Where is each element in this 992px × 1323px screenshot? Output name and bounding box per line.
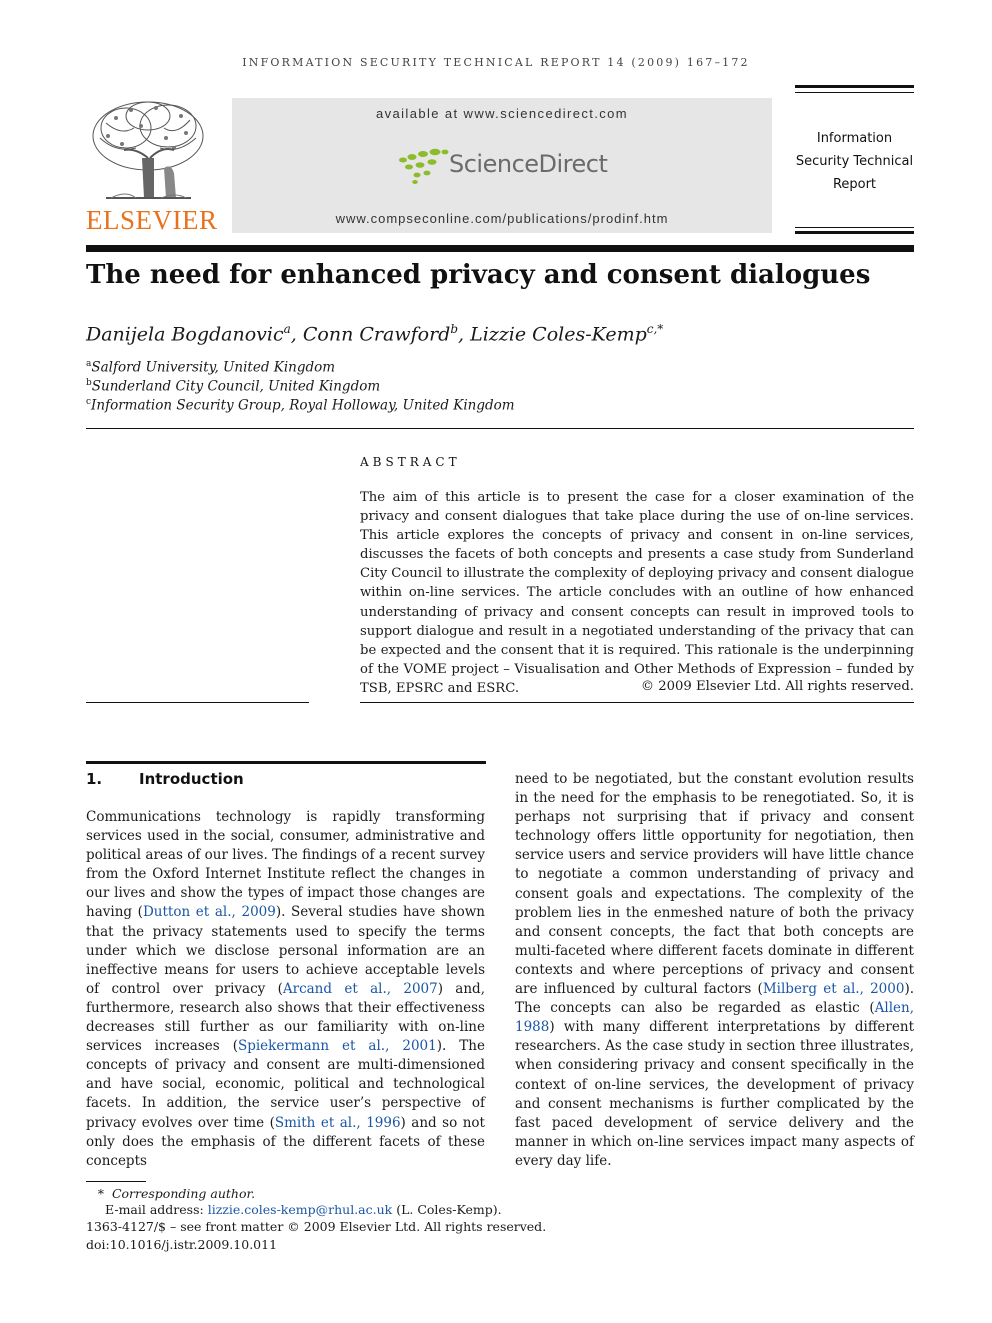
sciencedirect-dots-icon (397, 148, 449, 184)
body-text-run: need to be negotiated, but the constant evolution results in the need for the emphasis to be renegotiated. So, it is perhaps not surprising that if privacy and consent technology offers little opportunity for negotiation, then service users and service providers will have little chance to negotiate a common understanding of privacy and consent goals and expectations. The complexity of the problem lies in the enmeshed nature of both the privacy and consent concepts, the fact that both concepts are multi-faceted where different facets dominate in different contexts and where perceptions of privacy and consent are influenced by cultural factors ( (515, 771, 914, 998)
affiliation (86, 359, 335, 376)
affiliation-mark: c (86, 397, 92, 407)
divider (795, 227, 914, 228)
body-text-run: ) with many different interpretations by different researchers. As the case study in section three illustrates, when considering privacy and consent specifically in the context of on-line services, the development of privacy and consent mechanisms is further complicated by the fast paced development of service delivery and the manner in which on-line services impact many aspects of every day life. (515, 1019, 914, 1169)
copyright-notice: © 2009 Elsevier Ltd. All rights reserved. (640, 679, 914, 694)
citation-link[interactable]: Smith et al., 1996 (274, 1114, 401, 1131)
section-number: 1. (86, 770, 103, 788)
footnote-rule (86, 1181, 146, 1182)
author-list: Danijela Bogdanovic$^a$, Conn Crawford$^b$, Lizzie Coles-Kemp$^{c,*}$ (86, 322, 664, 346)
affiliation-mark: b (86, 378, 92, 388)
author-name: Conn Crawford (302, 323, 451, 346)
email-label: E-mail address: (105, 1202, 208, 1217)
abstract-heading: ABSTRACT (360, 455, 461, 469)
body-text-run: ). The concepts of privacy and consent are multi-dimensioned and have social, economic, political and technological facets. In addition, the service user’s perspective of privacy evolves over time ( (86, 1038, 485, 1131)
divider (795, 92, 914, 93)
body-column-right (515, 770, 914, 1171)
elsevier-wordmark: ELSEVIER (86, 205, 218, 235)
body-text-run: ). The concepts can also be regarded as elastic ( (515, 981, 915, 1017)
journal-url[interactable]: www.compseconline.com/publications/prodinf.htm (335, 211, 669, 226)
journal-name (795, 127, 914, 196)
author-affiliation-mark[interactable]: a (283, 322, 291, 336)
running-header: INFORMATION SECURITY TECHNICAL REPORT 14 (2009) 167–172 (242, 56, 750, 69)
body-column-left (86, 808, 485, 1171)
journal-name-line: Report (832, 177, 877, 192)
citation-link[interactable]: Allen, 1988 (515, 1000, 914, 1036)
header-rule (86, 245, 914, 252)
citation-link[interactable]: Dutton et al., 2009 (142, 904, 276, 921)
citation-link[interactable]: Milberg et al., 2000 (762, 981, 905, 998)
affiliation-text: Information Security Group, Royal Holloway, United Kingdom (91, 397, 515, 414)
author-affiliation-mark[interactable]: b (450, 322, 458, 336)
footnote-email (105, 1202, 502, 1217)
elsevier-tree-icon (86, 98, 211, 206)
elsevier-logo[interactable] (86, 98, 218, 236)
divider (360, 702, 914, 703)
journal-name-line: Security Technical (795, 154, 914, 169)
divider (86, 428, 914, 429)
section-title: Introduction (139, 770, 244, 788)
issn-line: 1363-4127/$ – see front matter © 2009 Elsevier Ltd. All rights reserved. (86, 1219, 547, 1234)
sciencedirect-logo[interactable] (397, 146, 637, 186)
footnote-corresponding (86, 1186, 255, 1201)
email-link[interactable]: lizzie.coles-kemp@rhul.ac.uk (207, 1202, 393, 1217)
footnote-mark: * (97, 1186, 104, 1201)
body-text-run: ) and so not only does the emphasis of the different facets of these concepts (86, 1114, 485, 1169)
journal-name-line: Information (816, 131, 893, 146)
divider (86, 702, 309, 703)
email-suffix: (L. Coles-Kemp). (392, 1202, 502, 1217)
body-text-run: ) and, furthermore, research also shows that their effectiveness decreases still further as our familiarity with on-line services increases ( (86, 980, 485, 1055)
divider (795, 85, 914, 88)
doi-line[interactable]: doi:10.1016/j.istr.2009.10.011 (86, 1237, 278, 1252)
section-rule (86, 761, 486, 764)
divider (795, 231, 914, 234)
body-text-run: ). Several studies have shown that the privacy statements used to specify the terms under which we disclose personal information are an ineffective means for users to achieve acceptable levels of control over privacy ( (86, 904, 485, 997)
citation-link[interactable]: Arcand et al., 2007 (282, 980, 438, 997)
journal-name-box (795, 85, 914, 235)
citation-link[interactable]: Spiekermann et al., 2001 (237, 1038, 437, 1055)
corresponding-label: Corresponding author. (111, 1186, 256, 1201)
affiliation (86, 378, 380, 395)
article-title: The need for enhanced privacy and consent dialogues (86, 260, 871, 290)
author-name: Danijela Bogdanovic (86, 323, 284, 346)
author-name: Lizzie Coles-Kemp (470, 323, 647, 346)
body-text-run: Communications technology is rapidly transforming services used in the social, consumer, administrative and political areas of our lives. The findings of a recent survey from the Oxford Internet Institute reflect the changes in our lives and show the types of impact those changes are having ( (86, 809, 485, 921)
affiliation-text: Salford University, United Kingdom (91, 359, 336, 376)
abstract-body: The aim of this article is to present the case for a closer examination of the privacy and consent dialogues that take place during the use of on-line services. This article explores the concepts of privacy and consent in on-line services, discusses the facets of both concepts and presents a case study from Sunderland City Council to illustrate the complexity of deploying privacy and consent dialogue within on-line services. The article concludes with an outline of how enhanced understanding of privacy and consent concepts can result in improved tools to support dialogue and result in a negotiated understanding of the privacy that can be expected and the consent that it is required. This rationale is the underpinning of the VOME project – Visualisation and Other Methods of Expression – funded by TSB, EPSRC and ESRC. (360, 490, 914, 696)
sciencedirect-wordmark: ScienceDirect (449, 150, 608, 178)
section-heading (86, 770, 244, 788)
sciencedirect-banner (232, 98, 772, 233)
available-at-text[interactable]: available at www.sciencedirect.com (375, 106, 629, 121)
author-affiliation-mark[interactable]: c,* (646, 322, 664, 336)
affiliation-mark: a (86, 359, 92, 369)
affiliation (86, 397, 515, 414)
affiliation-text: Sunderland City Council, United Kingdom (91, 378, 381, 395)
